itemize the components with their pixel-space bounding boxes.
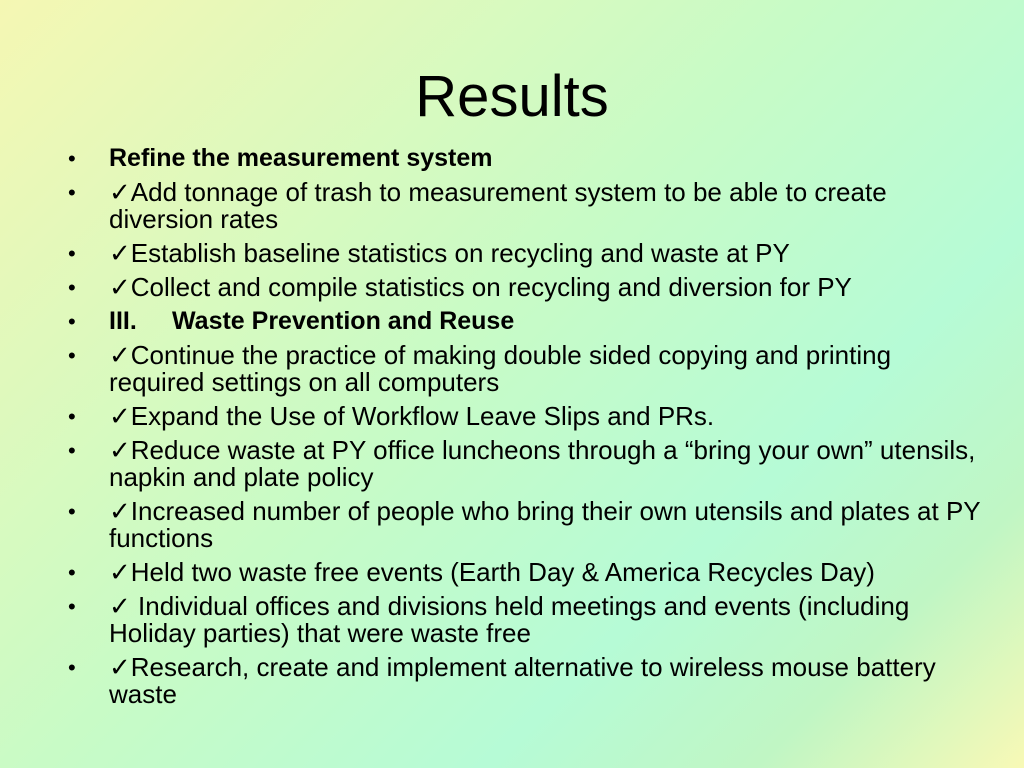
bullet-item: [68, 342, 988, 396]
bullet-item: [68, 403, 988, 430]
bullet-item: [68, 179, 988, 233]
bullet-dot-icon: •: [68, 655, 76, 680]
bullet-text: ✓Collect and compile statistics on recycling and diversion for PY: [109, 272, 852, 302]
bullet-text: Refine the measurement system: [109, 144, 493, 172]
bullet-item: [68, 145, 988, 172]
bullet-text: Waste Prevention and Reuse: [172, 307, 515, 335]
bullet-text: ✓Held two waste free events (Earth Day & America Recycles Day): [109, 557, 875, 587]
bullet-text: ✓ Individual offices and divisions held meetings and events (including Holiday parties) that were waste free: [109, 591, 910, 648]
bullet-item: [68, 240, 988, 267]
bullet-item: [68, 437, 988, 491]
bullet-text: ✓Research, create and implement alternative to wireless mouse battery waste: [109, 652, 936, 709]
section-numeral: III.: [109, 307, 137, 335]
bullet-item: [68, 654, 988, 708]
bullet-dot-icon: •: [68, 343, 76, 368]
bullet-dot-icon: •: [68, 560, 76, 585]
bullet-item: [68, 308, 988, 335]
bullet-text: ✓Reduce waste at PY office luncheons through a “bring your own” utensils, napkin and plate policy: [109, 435, 976, 492]
bullet-text: ✓Expand the Use of Workflow Leave Slips and PRs.: [109, 401, 715, 431]
slide-title: Results: [415, 64, 609, 129]
bullet-item: [68, 559, 988, 586]
bullet-dot-icon: •: [68, 309, 76, 334]
bullet-item: [68, 593, 988, 647]
bullet-dot-icon: •: [68, 146, 76, 171]
bullet-list: [68, 145, 988, 715]
bullet-text: ✓Increased number of people who bring their own utensils and plates at PY functions: [109, 496, 981, 553]
bullet-dot-icon: •: [68, 275, 76, 300]
bullet-dot-icon: •: [68, 438, 76, 463]
bullet-dot-icon: •: [68, 404, 76, 429]
bullet-text: ✓Establish baseline statistics on recycling and waste at PY: [109, 238, 790, 268]
bullet-dot-icon: •: [68, 180, 76, 205]
bullet-text: ✓Continue the practice of making double sided copying and printing required settings on all computers: [109, 340, 892, 397]
bullet-dot-icon: •: [68, 241, 76, 266]
bullet-dot-icon: •: [68, 594, 76, 619]
bullet-text: ✓Add tonnage of trash to measurement system to be able to create diversion rates: [109, 177, 887, 234]
bullet-dot-icon: •: [68, 499, 76, 524]
bullet-item: [68, 498, 988, 552]
bullet-item: [68, 274, 988, 301]
